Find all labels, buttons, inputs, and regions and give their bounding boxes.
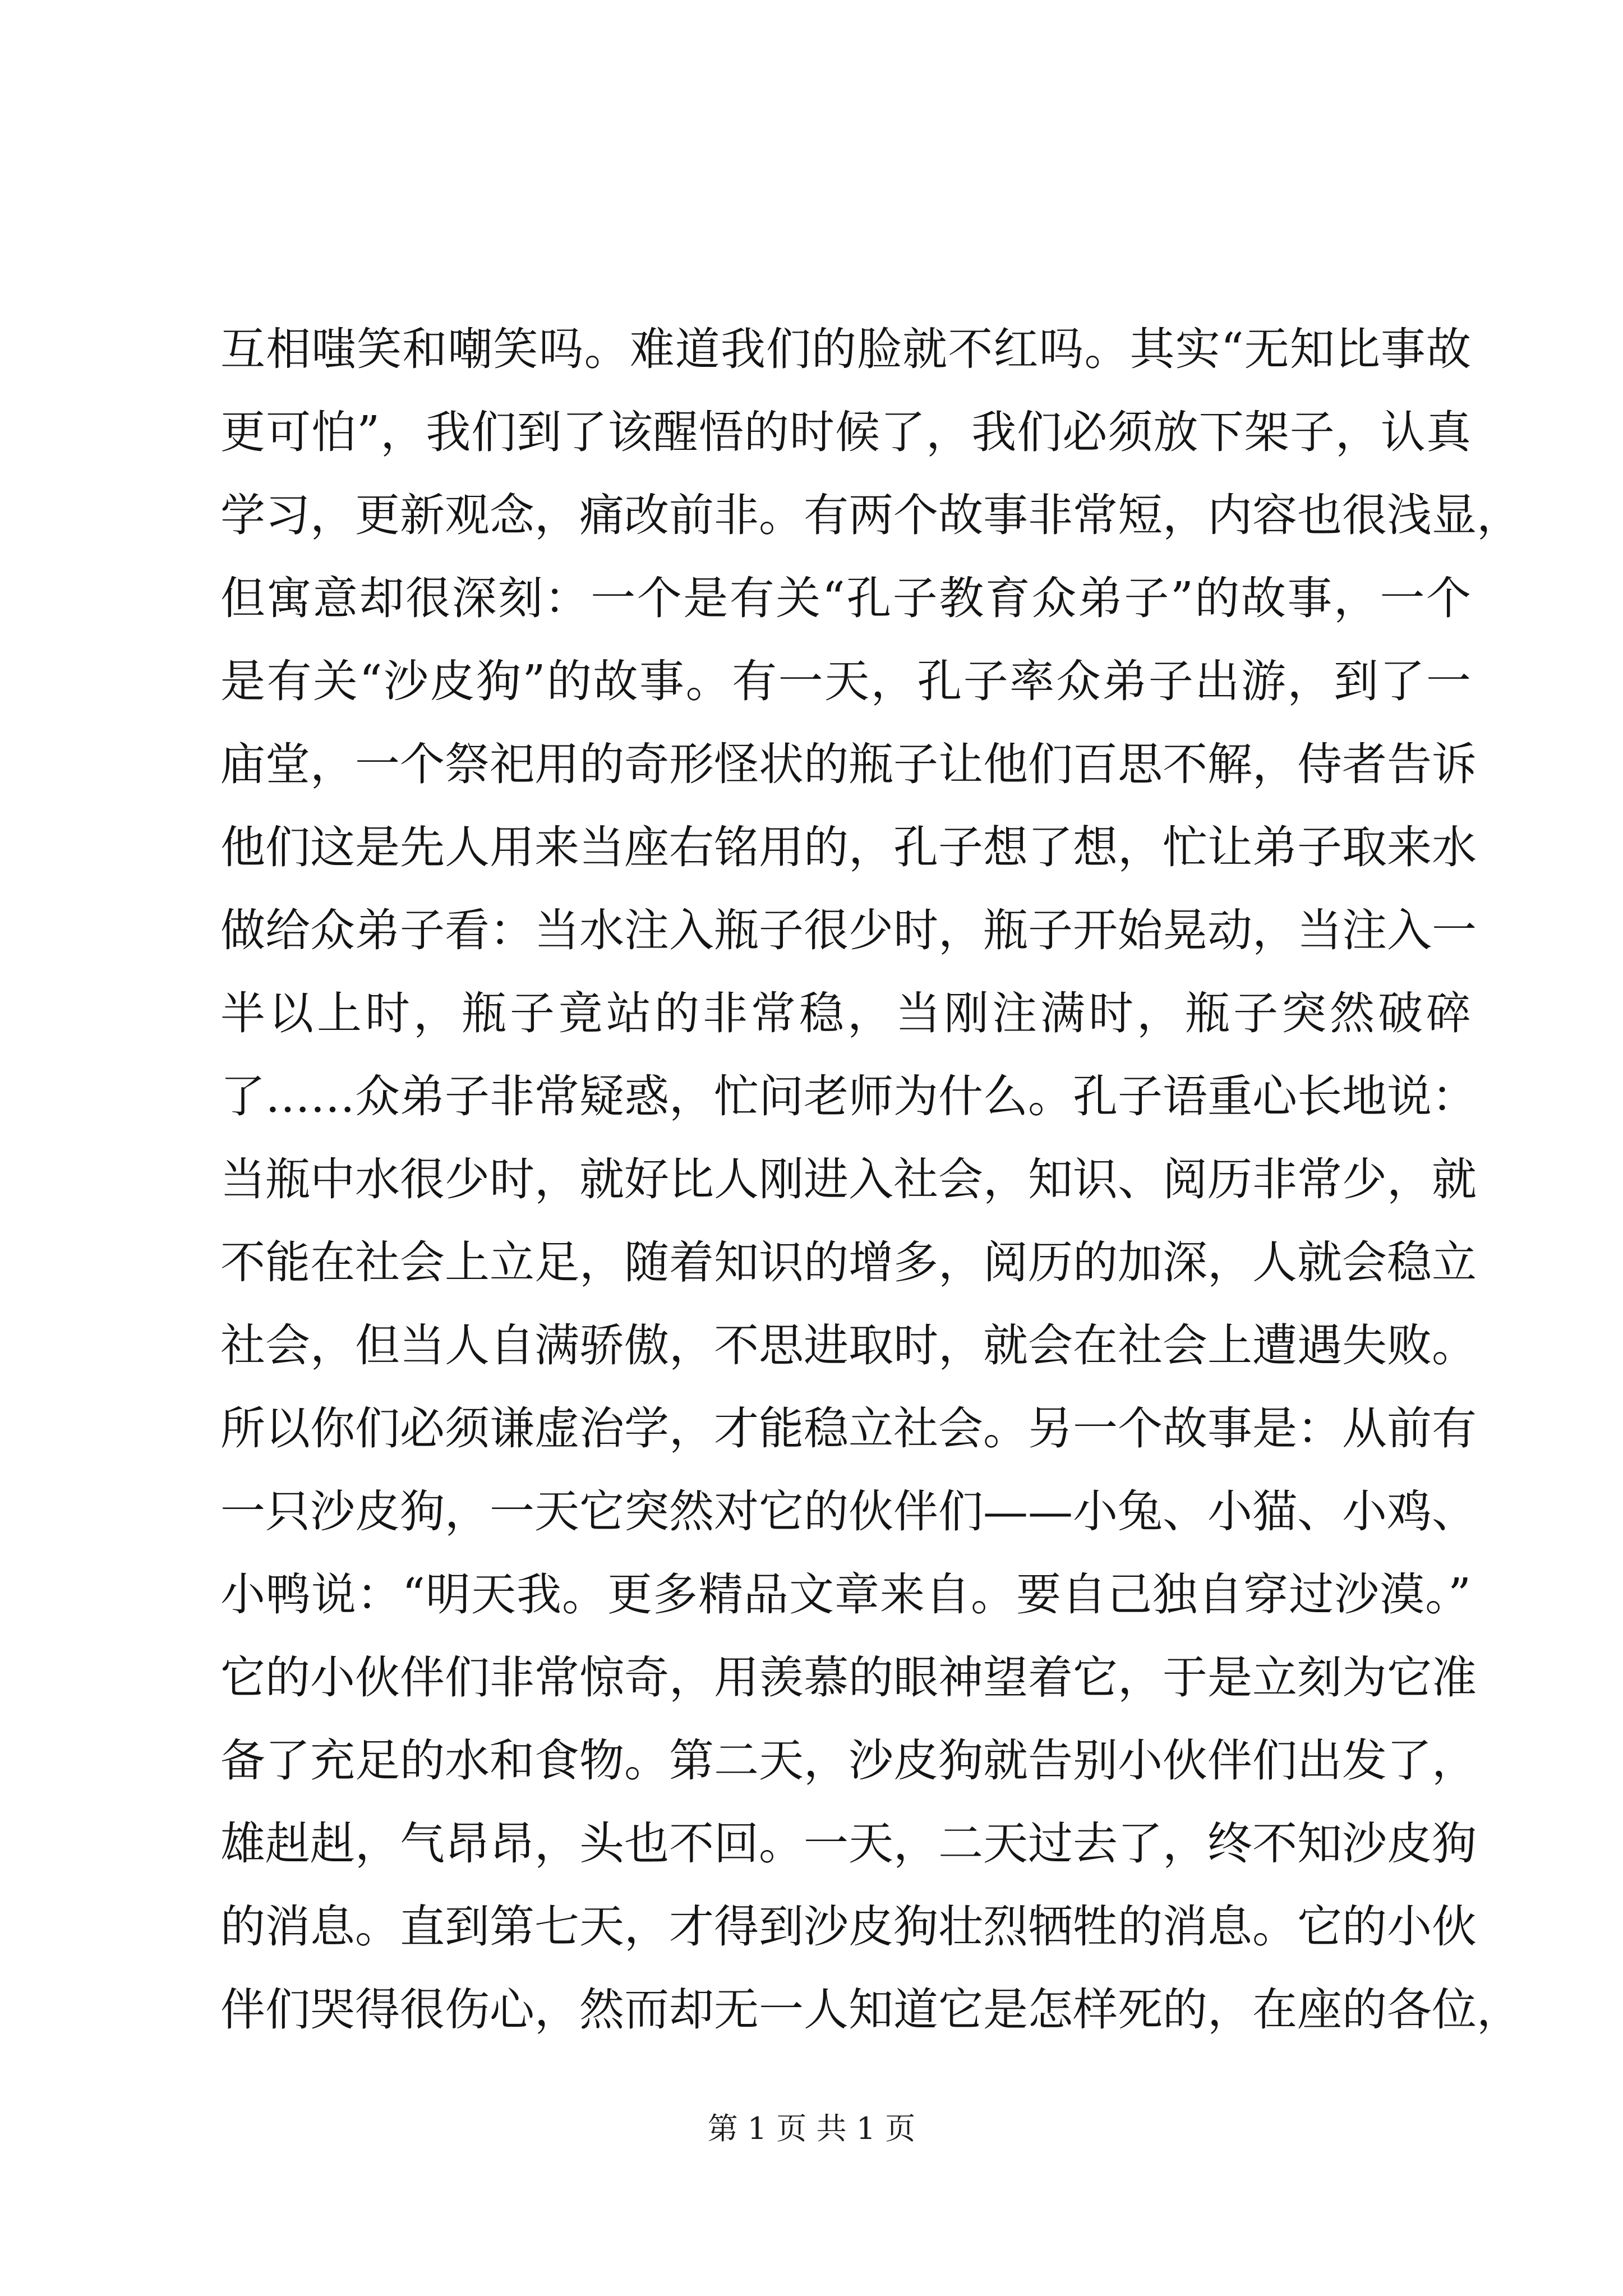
text-line: 他们这是先人用来当座右铭用的，孔子想了想，忙让弟子取来水 bbox=[220, 821, 1477, 873]
text-line: 雄赳赳，气昂昂，头也不回。一天，二天过去了，终不知沙皮狗 bbox=[220, 1818, 1477, 1870]
text-line: 庙堂，一个祭祀用的奇形怪状的瓶子让他们百思不解，侍者告诉 bbox=[220, 738, 1477, 790]
text-line: 的消息。直到第七天，才得到沙皮狗壮烈牺牲的消息。它的小伙 bbox=[220, 1901, 1477, 1953]
text-line: 所以你们必须谦虚治学，才能稳立社会。另一个故事是：从前有 bbox=[220, 1402, 1477, 1455]
text-line: 学习，更新观念，痛改前非。有两个故事非常短，内容也很浅显， bbox=[220, 489, 1521, 541]
text-line: 是有关“沙皮狗”的故事。有一天，孔子率众弟子出游，到了一 bbox=[220, 655, 1471, 707]
text-line: 它的小伙伴们非常惊奇，用羡慕的眼神望着它，于是立刻为它准 bbox=[220, 1651, 1477, 1704]
text-line: 了……众弟子非常疑惑，忙问老师为什么。孔子语重心长地说： bbox=[220, 1070, 1477, 1122]
text-line: 社会，但当人自满骄傲，不思进取时，就会在社会上遭遇失败。 bbox=[220, 1319, 1477, 1372]
text-line: 半以上时，瓶子竟站的非常稳，当刚注满时，瓶子突然破碎 bbox=[220, 987, 1471, 1039]
text-line: 做给众弟子看：当水注入瓶子很少时，瓶子开始晃动，当注入一 bbox=[220, 904, 1477, 956]
text-line: 小鸭说：“明天我。更多精品文章来自。要自己独自穿过沙漠。” bbox=[220, 1568, 1471, 1621]
text-line: 不能在社会上立足，随着知识的增多，阅历的加深，人就会稳立 bbox=[220, 1236, 1477, 1289]
text-line: 备了充足的水和食物。第二天，沙皮狗就告别小伙伴们出发了， bbox=[220, 1734, 1477, 1787]
text-line: 当瓶中水很少时，就好比人刚进入社会，知识、阅历非常少，就 bbox=[220, 1153, 1477, 1205]
text-line: 互相嗤笑和嘲笑吗。难道我们的脸就不红吗。其实“无知比事故 bbox=[220, 323, 1471, 375]
text-line: 更可怕”，我们到了该醒悟的时候了，我们必须放下架子，认真 bbox=[220, 406, 1471, 458]
text-line: 一只沙皮狗，一天它突然对它的伙伴们——小兔、小猫、小鸡、 bbox=[220, 1485, 1477, 1538]
text-line: 伴们哭得很伤心，然而却无一人知道它是怎样死的，在座的各位， bbox=[220, 1984, 1521, 2036]
page-footer: 第 1 页 共 1 页 bbox=[707, 2111, 916, 2146]
text-line: 但寓意却很深刻：一个是有关“孔子教育众弟子”的故事，一个 bbox=[220, 572, 1471, 624]
body-text bbox=[220, 308, 1521, 2051]
